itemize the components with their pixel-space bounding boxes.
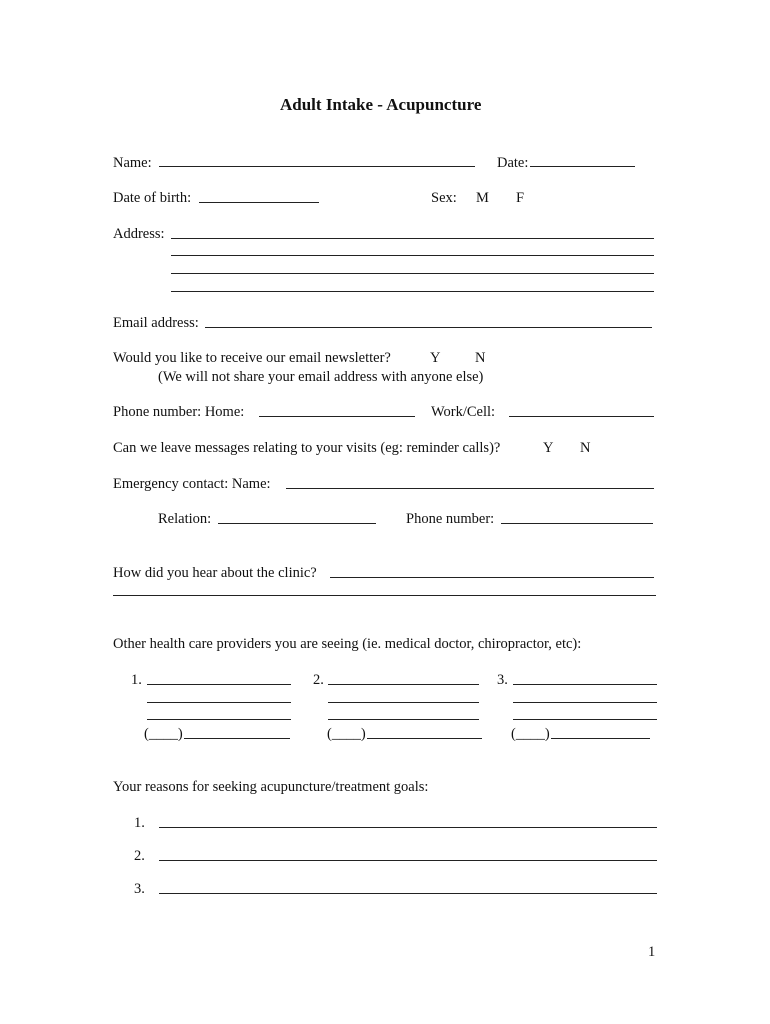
date-label: Date: [497, 155, 529, 171]
relation-field[interactable] [218, 523, 376, 524]
hear-question: How did you hear about the clinic? [113, 565, 317, 581]
email-field[interactable] [205, 327, 652, 328]
name-label: Name: [113, 155, 152, 171]
address-field-3[interactable] [171, 273, 654, 274]
reason-number: 3. [134, 881, 145, 897]
newsletter-question: Would you like to receive our email newsletter? [113, 350, 391, 366]
reason-number: 1. [134, 815, 145, 831]
sex-option-f[interactable]: F [516, 190, 525, 206]
messages-no[interactable]: N [580, 440, 591, 456]
provider-3-line-1[interactable] [513, 684, 657, 685]
dob-field[interactable] [199, 202, 319, 203]
phone-home-field[interactable] [259, 416, 415, 417]
sex-label: Sex: [431, 190, 457, 206]
provider-number: 1. [131, 672, 142, 688]
provider-1-line-3[interactable] [147, 719, 291, 720]
provider-2-phone-field[interactable] [367, 738, 482, 739]
provider-2-phone-paren: (____) [327, 726, 366, 742]
emergency-name-label: Emergency contact: Name: [113, 476, 271, 492]
messages-question: Can we leave messages relating to your visits (eg: reminder calls)? [113, 440, 501, 456]
newsletter-note: (We will not share your email address with anyone else) [158, 369, 484, 385]
providers-question: Other health care providers you are seeing (ie. medical doctor, chiropractor, etc): [113, 636, 582, 652]
sex-option-m[interactable]: M [476, 190, 489, 206]
provider-3-phone-paren: (____) [511, 726, 550, 742]
form-title: Adult Intake - Acupuncture [280, 95, 482, 114]
address-field-4[interactable] [171, 291, 654, 292]
reason-3-field[interactable] [159, 893, 657, 894]
provider-1-line-2[interactable] [147, 702, 291, 703]
provider-1-line-1[interactable] [147, 684, 291, 685]
address-field-2[interactable] [171, 255, 654, 256]
provider-3-line-2[interactable] [513, 702, 657, 703]
provider-number: 3. [497, 672, 508, 688]
hear-field-2[interactable] [113, 595, 656, 596]
newsletter-yes[interactable]: Y [430, 350, 441, 366]
emergency-phone-field[interactable] [501, 523, 653, 524]
provider-1-phone-field[interactable] [184, 738, 290, 739]
reason-1-field[interactable] [159, 827, 657, 828]
page-number: 1 [648, 944, 656, 960]
messages-yes[interactable]: Y [543, 440, 554, 456]
provider-1-phone-paren: (____) [144, 726, 183, 742]
emergency-name-field[interactable] [286, 488, 654, 489]
emergency-phone-label: Phone number: [406, 511, 495, 527]
newsletter-no[interactable]: N [475, 350, 486, 366]
dob-label: Date of birth: [113, 190, 192, 206]
provider-3-phone-field[interactable] [551, 738, 650, 739]
provider-2-line-1[interactable] [328, 684, 479, 685]
provider-number: 2. [313, 672, 324, 688]
phone-workcell-field[interactable] [509, 416, 654, 417]
hear-field-1[interactable] [330, 577, 654, 578]
provider-2-line-3[interactable] [328, 719, 479, 720]
provider-3-line-3[interactable] [513, 719, 657, 720]
reason-number: 2. [134, 848, 145, 864]
date-field[interactable] [530, 166, 635, 167]
email-label: Email address: [113, 315, 199, 331]
relation-label: Relation: [158, 511, 212, 527]
address-field-1[interactable] [171, 238, 654, 239]
phone-home-label: Phone number: Home: [113, 404, 245, 420]
reasons-question: Your reasons for seeking acupuncture/treatment goals: [113, 779, 429, 795]
address-label: Address: [113, 226, 165, 242]
name-field[interactable] [159, 166, 475, 167]
phone-workcell-label: Work/Cell: [431, 404, 496, 420]
reason-2-field[interactable] [159, 860, 657, 861]
provider-2-line-2[interactable] [328, 702, 479, 703]
